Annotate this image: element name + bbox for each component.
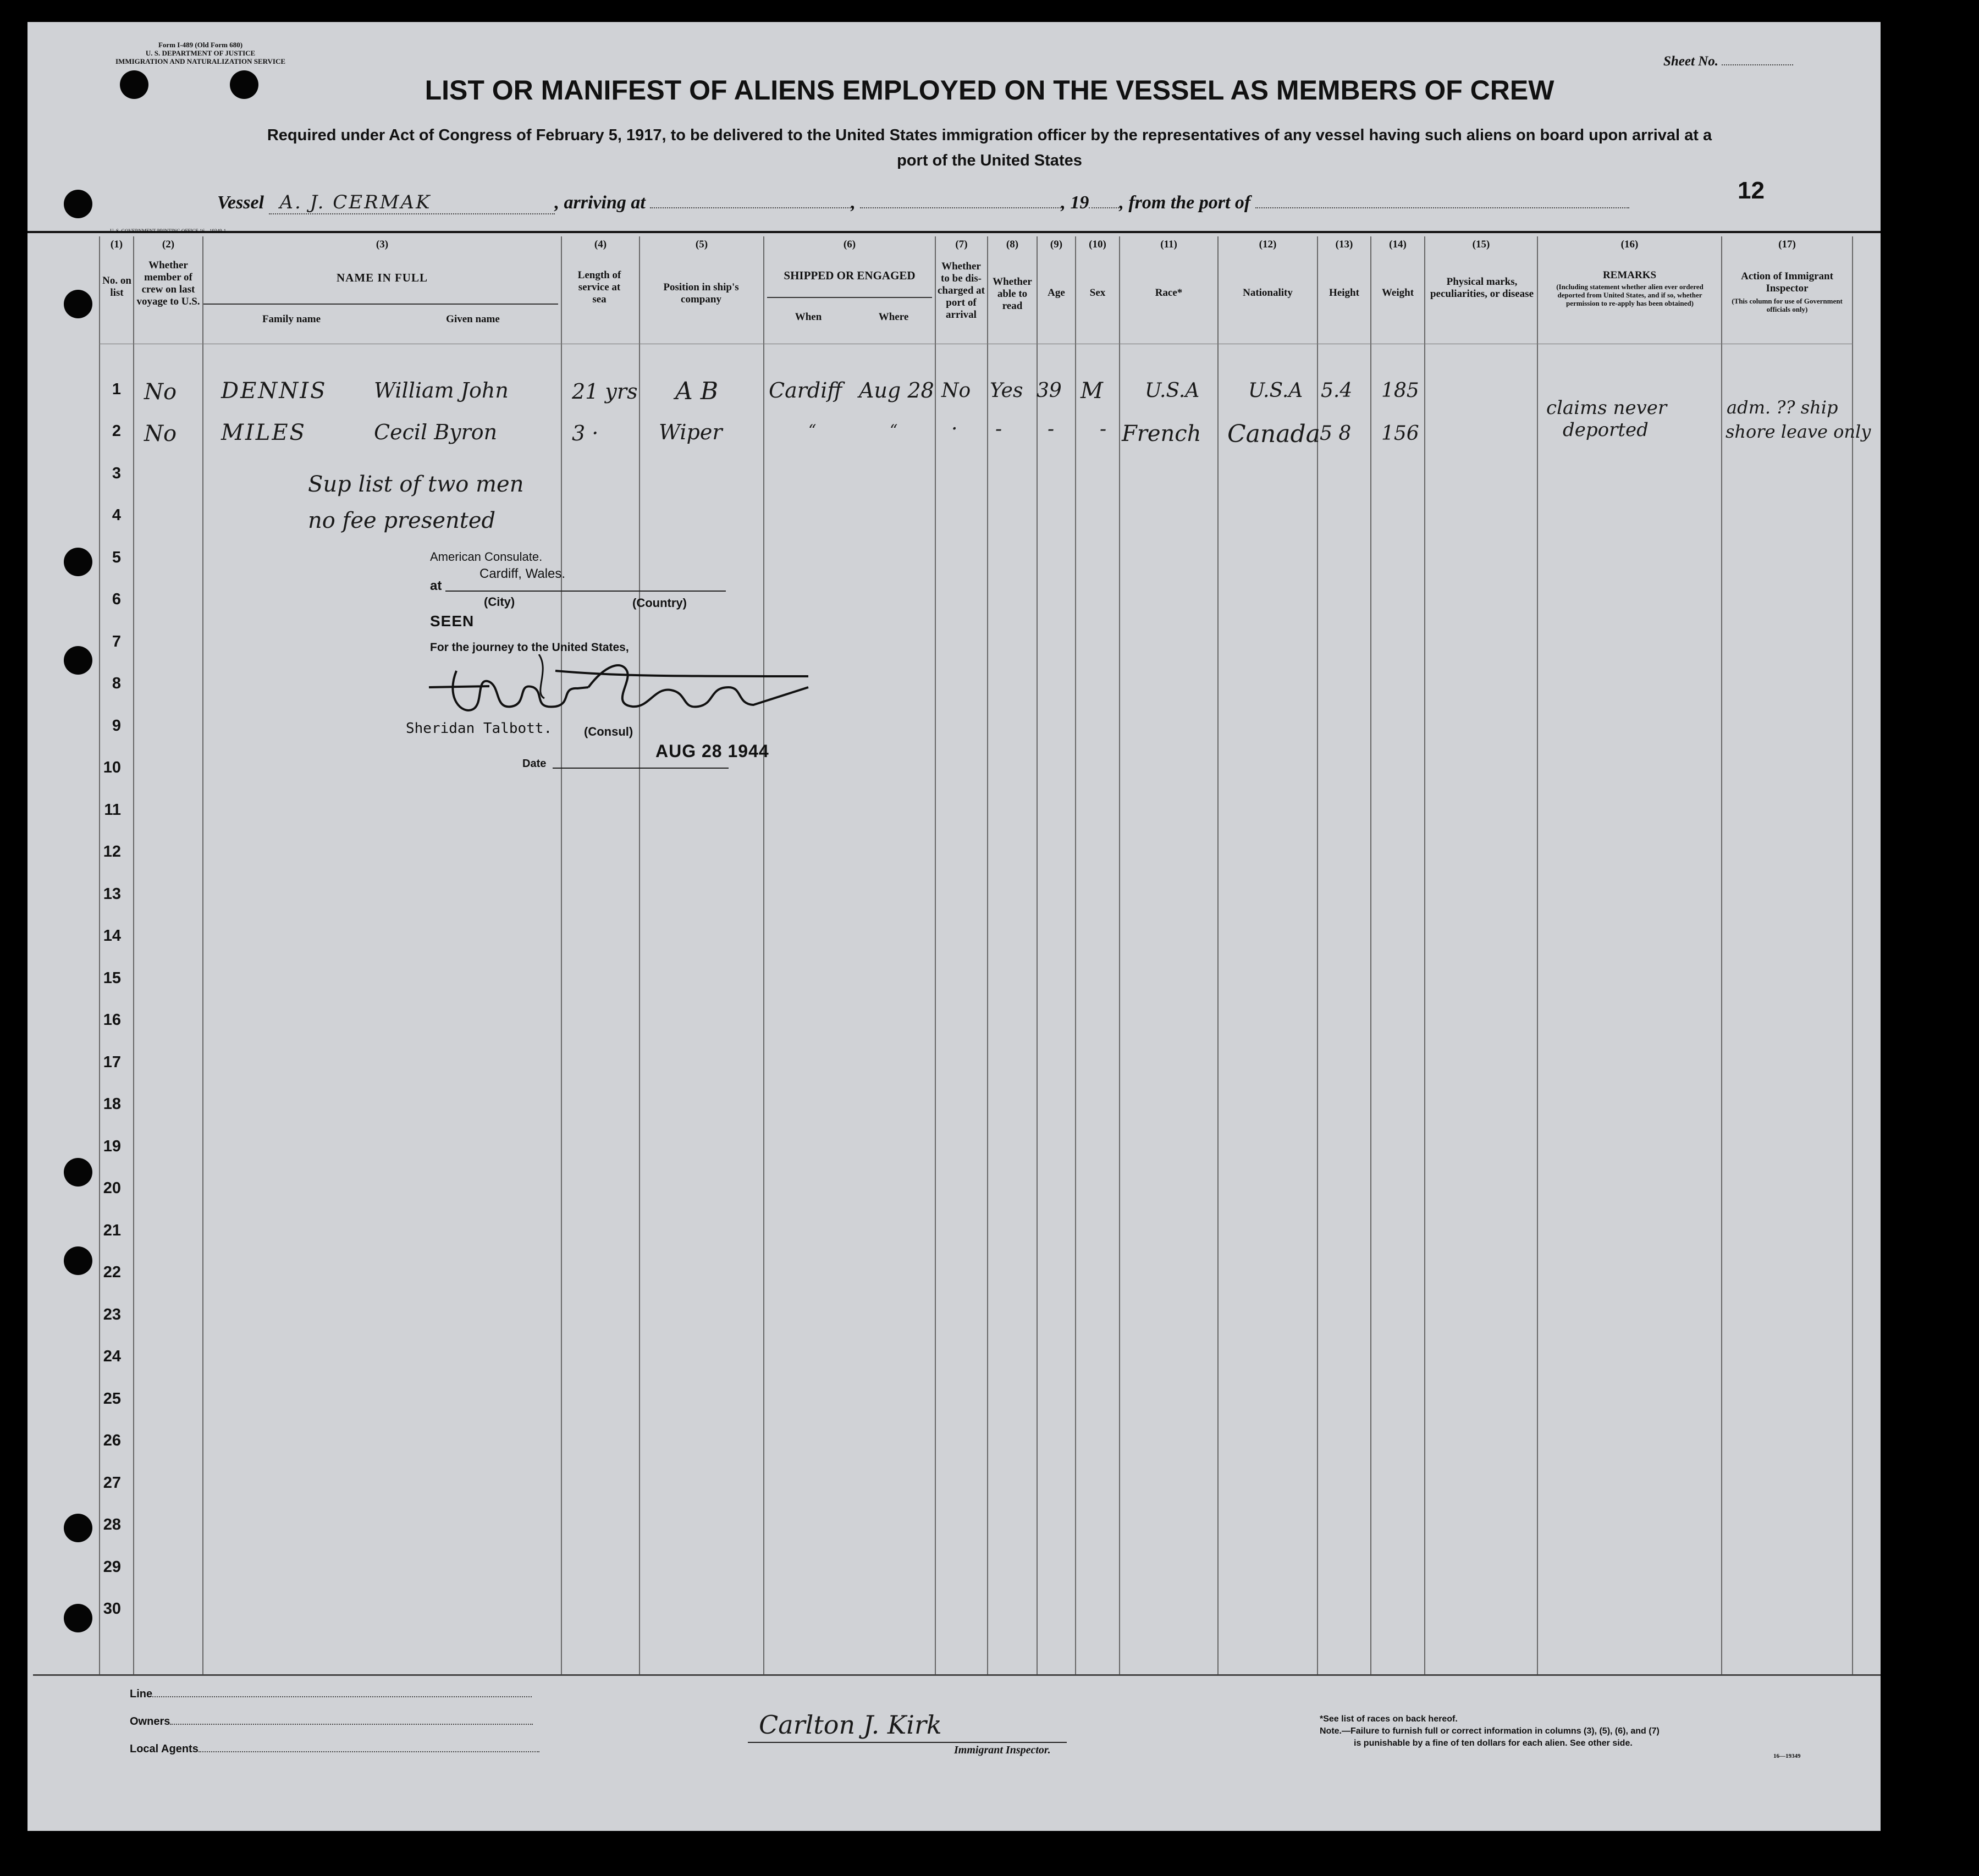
subtitle-line-1: Required under Act of Congress of February 5, 1917, to be delivered to the United States immigration officer by the representatives of any vessel having such aliens on board upon arrival at a	[267, 126, 1712, 144]
department: U. S. DEPARTMENT OF JUSTICE	[145, 49, 256, 57]
col-header-last-voyage: Whether member of crew on last voyage to U.S.	[136, 260, 200, 307]
row-number: 16	[103, 1011, 121, 1029]
row-number: 29	[103, 1558, 121, 1576]
col-header-discharged: Whether to be dis-charged at port of arrival	[937, 261, 985, 321]
col-header-nationality: Nationality	[1243, 287, 1293, 299]
entry-discharged: ·	[951, 418, 958, 440]
row-number: 15	[103, 969, 121, 987]
entry-weight: 156	[1381, 422, 1419, 445]
entry-where: Aug 28	[859, 378, 934, 402]
entry-weight: 185	[1381, 379, 1419, 402]
col-header-height: Height	[1329, 287, 1359, 299]
row-number: 23	[103, 1306, 121, 1323]
form-id: Form I-489 (Old Form 680)	[158, 41, 243, 49]
row-number: 4	[112, 506, 121, 524]
inspector-label: Immigrant Inspector.	[954, 1744, 1051, 1756]
sheet-label: Sheet No.	[1663, 54, 1718, 69]
note-races: *See list of races on back hereof.	[1320, 1714, 1458, 1724]
form-code: 16—19349	[1773, 1753, 1801, 1759]
col-header-where: Where	[878, 311, 909, 323]
entry-age: 39	[1037, 379, 1062, 402]
entry-given-name: Cecil Byron	[374, 420, 498, 444]
entry-action: shore leave only	[1726, 421, 1871, 442]
col-header-age: Age	[1048, 287, 1065, 299]
col-header-remarks: REMARKS	[1602, 269, 1657, 281]
entry-when: “	[808, 421, 817, 439]
col-header-race: Race*	[1155, 287, 1183, 299]
entry-height: 5.4	[1321, 379, 1353, 402]
entry-where: “	[890, 421, 898, 439]
row-number: 8	[112, 675, 121, 692]
row-number: 3	[112, 465, 121, 482]
row-number: 10	[103, 759, 121, 776]
row-number: 2	[112, 422, 121, 440]
col-header-position: Position in ship's company	[663, 282, 739, 305]
entry-read: Yes	[990, 379, 1023, 402]
from-port-label: , from the port of	[1119, 192, 1251, 213]
entry-action: adm. ?? ship	[1727, 397, 1838, 418]
page-title: LIST OR MANIFEST OF ALIENS EMPLOYED ON THE VESSEL AS MEMBERS OF CREW	[425, 75, 1554, 106]
consul-label: (Consul)	[584, 725, 633, 738]
entry-position: A B	[675, 377, 719, 405]
entry-service: 21 yrs	[572, 379, 638, 404]
note-line-1: Note.—Failure to furnish full or correct information in columns (3), (5), (6), and (7)	[1320, 1726, 1660, 1736]
row-number: 21	[103, 1222, 121, 1239]
col-header-read: Whether able to read	[993, 276, 1032, 312]
row-number: 1	[112, 380, 121, 398]
city-label: (City)	[484, 595, 515, 609]
entry-service: 3 ·	[572, 421, 599, 445]
entry-position: Wiper	[659, 420, 723, 444]
row-number: 24	[103, 1348, 121, 1365]
consulate-label: American Consulate.	[430, 550, 543, 564]
col-header-when: When	[795, 311, 822, 323]
consul-signature-icon	[423, 654, 819, 731]
date-label: Date	[522, 758, 547, 770]
entry-remarks: claims never	[1546, 397, 1667, 419]
col-header-name: NAME IN FULL	[336, 271, 428, 284]
country-label: (Country)	[632, 596, 687, 610]
row-number: 30	[103, 1600, 121, 1618]
consulate-at-label: at	[430, 578, 442, 593]
entry-sex: -	[1100, 418, 1107, 440]
row-number: 12	[103, 843, 121, 860]
service: IMMIGRATION AND NATURALIZATION SERVICE	[115, 57, 286, 65]
handwritten-note-line2: no fee presented	[308, 508, 496, 533]
journey-label: For the journey to the United States,	[430, 641, 629, 654]
row-number: 27	[103, 1474, 121, 1492]
entry-discharged: No	[941, 379, 971, 402]
entry-height: 5 8	[1320, 422, 1352, 445]
col-header-given: Given name	[446, 313, 500, 325]
consulate-city: Cardiff, Wales.	[479, 566, 566, 581]
punch-hole-icon	[64, 190, 92, 218]
row-number: 22	[103, 1263, 121, 1281]
top-rule	[27, 231, 1881, 233]
row-number: 9	[112, 717, 121, 735]
form-identifier	[115, 41, 285, 65]
footer-owners-label: Owners	[130, 1715, 533, 1728]
col-header-action: Action of Immigrant Inspector	[1741, 271, 1833, 294]
row-number: 17	[103, 1053, 121, 1071]
printing-office: U. S. GOVERNMENT PRINTING OFFICE 16—19349-1	[110, 228, 227, 234]
punch-hole-icon	[64, 290, 92, 318]
row-number: 11	[104, 801, 121, 819]
row-number: 6	[112, 591, 121, 608]
footer-agents-label: Local Agents	[130, 1743, 539, 1756]
entry-family-name: MILES	[221, 420, 306, 445]
row-number: 18	[103, 1095, 121, 1113]
consul-date-stamp: AUG 28 1944	[655, 741, 769, 761]
col-header-sex: Sex	[1089, 287, 1106, 299]
entry-race: French	[1122, 421, 1201, 446]
footer-line-label: Line	[130, 1688, 532, 1701]
row-number: 14	[103, 927, 121, 945]
sheet-number-field	[1663, 54, 1793, 69]
entry-family-name: DENNIS	[221, 378, 327, 404]
col-header-weight: Weight	[1381, 287, 1414, 299]
entry-sex: M	[1081, 378, 1103, 404]
page-number: 12	[1738, 177, 1765, 204]
col-header-family: Family name	[262, 313, 321, 325]
note-line-2: is punishable by a fine of ten dollars for each alien. See other side.	[1354, 1739, 1633, 1748]
consul-name: Sheridan Talbott.	[406, 720, 553, 737]
row-number: 5	[112, 549, 121, 566]
subtitle-line-2: port of the United States	[897, 152, 1082, 169]
handwritten-note-line1: Sup list of two men	[308, 472, 524, 497]
vessel-label: Vessel	[217, 192, 264, 213]
vessel-line: Vessel A. J. CERMAK , arriving at , , 19 , from the port of	[217, 191, 1629, 214]
col-header-physical: Physical marks, peculiarities, or disease	[1430, 276, 1534, 300]
col-header-action-note: (This column for use of Government officials only)	[1732, 297, 1843, 313]
inspector-signature: Carlton J. Kirk	[759, 1710, 942, 1740]
col-header-shipped: SHIPPED OR ENGAGED	[784, 269, 916, 282]
col-header-no: No. on list	[102, 275, 131, 299]
row-number: 13	[103, 885, 121, 903]
row-number: 28	[103, 1516, 121, 1533]
entry-last-voyage: No	[144, 421, 177, 446]
entry-age: -	[1048, 418, 1055, 440]
entry-race: U.S.A	[1145, 379, 1200, 402]
entry-nationality: U.S.A	[1248, 379, 1303, 402]
row-number: 26	[103, 1432, 121, 1449]
col-header-remarks-note: (Including statement whether alien ever ordered deported from United States, and if so, whether permission to re-apply has been obtained)	[1556, 283, 1704, 307]
arriving-label: , arriving at	[554, 192, 646, 213]
entry-read: -	[995, 418, 1002, 440]
vessel-name: A. J. CERMAK	[269, 191, 555, 214]
entry-last-voyage: No	[144, 379, 177, 405]
row-number: 19	[103, 1138, 121, 1155]
row-number: 20	[103, 1179, 121, 1197]
entry-nationality: Canada	[1227, 420, 1320, 448]
row-number: 25	[103, 1390, 121, 1408]
entry-given-name: William John	[374, 378, 509, 402]
entry-remarks: deported	[1563, 419, 1649, 441]
year-prefix: , 19	[1061, 192, 1089, 213]
seen-label: SEEN	[430, 613, 475, 630]
row-number: 7	[112, 633, 121, 650]
entry-when: Cardiff	[769, 378, 842, 402]
col-header-service: Length of service at sea	[577, 269, 621, 305]
